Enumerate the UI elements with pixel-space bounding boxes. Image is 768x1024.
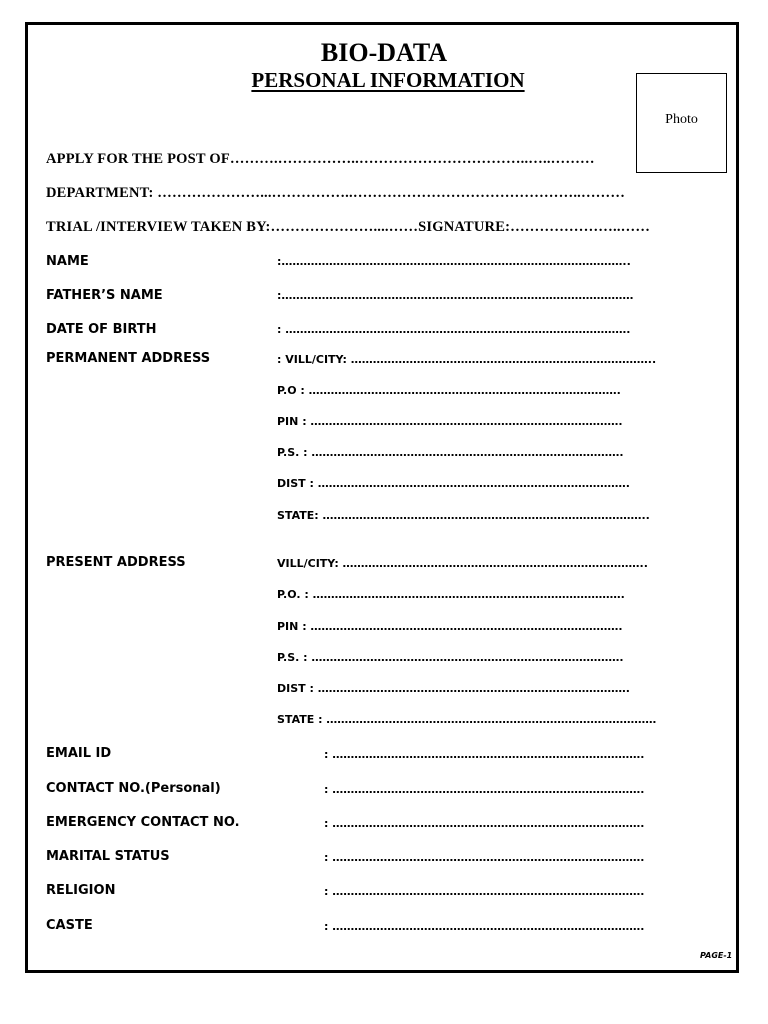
emergency-contact-label: EMERGENCY CONTACT NO. (46, 815, 240, 830)
present-address-label: PRESENT ADDRESS (46, 555, 186, 570)
present-dist-field: DIST : …………………………………………………………………………. (277, 682, 630, 695)
caste-field: : …………………………………………………………………………. (324, 920, 645, 933)
religion-field: : …………………………………………………………………………. (324, 885, 645, 898)
contact-field: : …………………………………………………………………………. (324, 783, 645, 796)
present-po-field: P.O. : …………………………………………………………………………. (277, 588, 625, 601)
marital-status-label: MARITAL STATUS (46, 849, 170, 864)
father-name-field: :…………………………………………………………………………………… (277, 289, 634, 302)
father-name-label: FATHER’S NAME (46, 288, 163, 303)
present-vill-field: VILL/CITY: ……………………………………………………………………….. (277, 557, 648, 570)
page-number: PAGE-1 (700, 951, 733, 960)
department-line: DEPARTMENT: …………………...……………..………………………………………..……… (46, 185, 626, 201)
apply-post-line: APPLY FOR THE POST OF……….……………..……………………………..…..……… (46, 151, 595, 167)
marital-status-field: : …………………………………………………………………………. (324, 851, 645, 864)
form-subtitle: PERSONAL INFORMATION (251, 68, 525, 92)
permanent-po-field: P.O : …………………………………………………………………………. (277, 384, 621, 397)
emergency-contact-field: : …………………………………………………………………………. (324, 817, 645, 830)
permanent-dist-field: DIST : …………………………………………………………………………. (277, 477, 630, 490)
present-pin-field: PIN : …………………………………………………………………………. (277, 620, 623, 633)
photo-label: Photo (665, 112, 698, 127)
email-field: : …………………………………………………………………………. (324, 748, 645, 761)
permanent-ps-field: P.S. : …………………………………………………………………………. (277, 446, 624, 459)
present-ps-field: P.S. : …………………………………………………………………………. (277, 651, 624, 664)
name-field: :………………………………………………………………………………….. (277, 255, 631, 268)
religion-label: RELIGION (46, 883, 116, 898)
permanent-pin-field: PIN : …………………………………………………………………………. (277, 415, 623, 428)
dob-label: DATE OF BIRTH (46, 322, 157, 337)
trial-interview-line: TRIAL /INTERVIEW TAKEN BY:…………………....……SIGNATURE:…………………..…… (46, 219, 651, 235)
contact-label: CONTACT NO.(Personal) (46, 781, 221, 796)
email-label: EMAIL ID (46, 746, 112, 761)
photo-box (636, 73, 727, 173)
caste-label: CASTE (46, 918, 93, 933)
permanent-state-field: STATE: …………………………………………………………………………….. (277, 509, 650, 522)
permanent-vill-field: : VILL/CITY: ……………………………………………………………………….. (277, 353, 657, 366)
form-title: BIO-DATA (320, 38, 448, 67)
permanent-address-label: PERMANENT ADDRESS (46, 351, 211, 366)
name-label: NAME (46, 254, 89, 269)
present-state-field: STATE : ……………………………………………………………………………… (277, 713, 657, 726)
dob-field: : …………………………………………………………………………………. (277, 323, 631, 336)
